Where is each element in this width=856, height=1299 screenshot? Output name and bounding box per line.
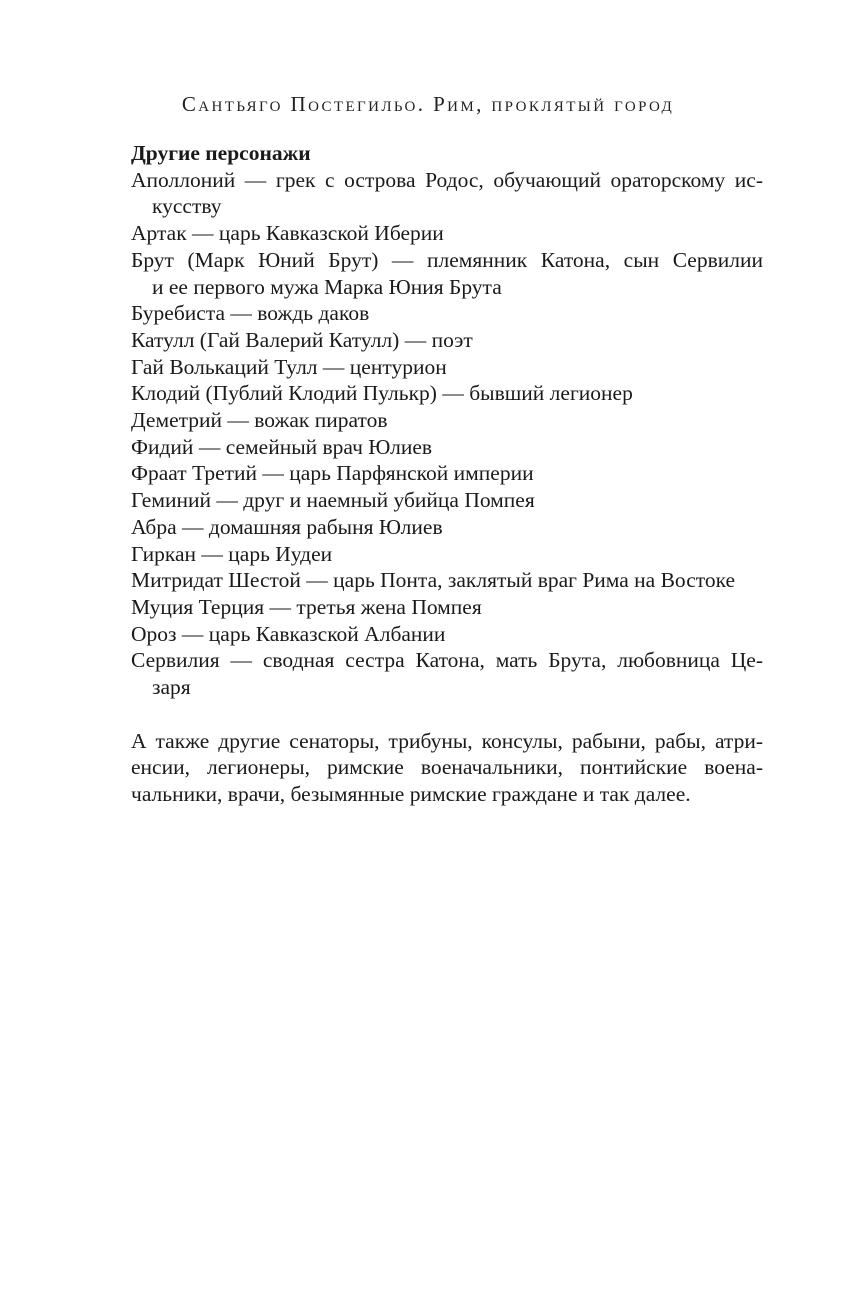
- closing-line: енсии, легионеры, римские военачальники, понтийские военa-: [131, 755, 763, 780]
- list-item: [131, 621, 763, 648]
- list-item: [131, 167, 763, 220]
- entry-line: Аполлоний — грек с острова Родос, обучающий ораторскому ис-: [131, 167, 763, 192]
- list-item: [131, 407, 763, 434]
- list-item: [131, 300, 763, 327]
- entry-line: Фраат Третий — царь Парфянской империи: [131, 461, 534, 486]
- list-item: [131, 327, 763, 354]
- list-item: [131, 354, 763, 381]
- entry-line-continued: кусству: [152, 194, 222, 219]
- entry-line: Буребиста — вождь даков: [131, 301, 370, 326]
- list-item: [131, 460, 763, 487]
- entry-line: Муция Терция — третья жена Помпея: [131, 594, 482, 619]
- entry-line: Брут (Марк Юний Брут) — племянник Катона, сын Сервилии: [131, 247, 763, 272]
- entry-line: Геминий — друг и наемный убийца Помпея: [131, 488, 535, 513]
- list-item: [131, 487, 763, 514]
- entry-line: Клодий (Публий Клодий Пулькр) — бывший легионер: [131, 381, 633, 406]
- entry-line: Деметрий — вожак пиратов: [131, 408, 388, 433]
- list-item: [131, 247, 763, 300]
- closing-paragraph: [131, 728, 763, 808]
- list-item: [131, 434, 763, 461]
- entry-line: Ороз — царь Кавказской Албании: [131, 621, 446, 646]
- list-item: [131, 594, 763, 621]
- section-title: Другие персонажи: [131, 141, 311, 165]
- list-item: [131, 380, 763, 407]
- running-head: Сантьяго Постегильо. Рим, проклятый город: [181, 92, 675, 116]
- entry-line: Абра — домашняя рабыня Юлиев: [131, 514, 443, 539]
- list-item: [131, 514, 763, 541]
- entry-line: Гай Волькаций Тулл — центурион: [131, 354, 447, 379]
- entry-line-continued: заря: [152, 675, 191, 700]
- entry-line: Катулл (Гай Валерий Катулл) — поэт: [131, 327, 473, 352]
- entry-line: Фидий — семейный врач Юлиев: [131, 434, 433, 459]
- closing-line: чальники, врачи, безымянные римские граждане и так далее.: [131, 782, 691, 807]
- entry-line: Митридат Шестой — царь Понта, заклятый враг Рима на Востоке: [131, 568, 736, 593]
- page-body: [131, 140, 763, 808]
- entry-line: Артак — царь Кавказской Иберии: [131, 221, 444, 246]
- entry-line: Сервилия — сводная сестра Катона, мать Брута, любовница Це-: [131, 648, 763, 673]
- character-list: [131, 167, 763, 701]
- list-item: [131, 541, 763, 568]
- closing-line: А также другие сенаторы, трибуны, консулы, рабыни, рабы, атри-: [131, 728, 763, 753]
- list-item: [131, 567, 763, 594]
- entry-line-continued: и ее первого мужа Марка Юния Брута: [152, 274, 502, 299]
- entry-line: Гиркан — царь Иудеи: [131, 541, 333, 566]
- list-item: [131, 647, 763, 700]
- list-item: [131, 220, 763, 247]
